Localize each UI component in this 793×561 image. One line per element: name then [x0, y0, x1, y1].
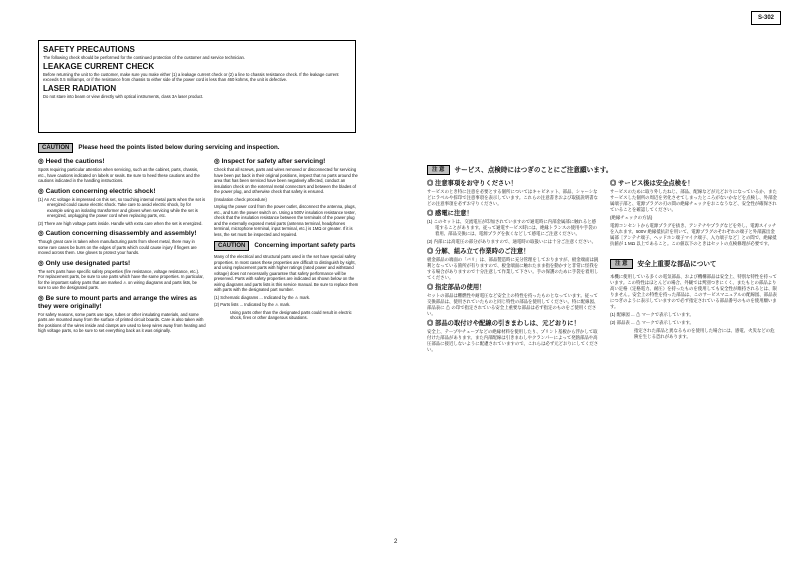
japanese-caution-header-text: サービス、点検時にはつぎのことにご注意願います。	[454, 166, 613, 174]
important-parts-text: Many of the electrical and structural parts used in the set have special safety properties. In most cases these properties are difficult to distinguish by sight, and using replacement parts with higher ratings (rated power and withstand voltage) does not necessarily guarantee that safety performance will be preserved. Parts with safety properties are indicated as shown below on the wiring diagrams and parts lists is this service manual. Be sure to replace them with parts with the designated part number.	[214, 254, 359, 292]
jp-schematic-marking-item: (1) 配線図 ... ⚠ マークで表示しています。	[610, 311, 694, 317]
english-column-left	[38, 154, 206, 336]
electric-shock-item-2: (2) There are high voltage parts inside. Handle with extra care when the set is energized.	[38, 220, 203, 226]
laser-radiation-heading: LASER RADIATION	[43, 83, 117, 93]
parts-warning-note: Using parts other than the designated parts could result in electric shock, fires or other dangerous situations.	[230, 309, 352, 320]
jp-parts-list-marking-item: (2) 部品表 ... ⚠ マークで表示しています。	[610, 319, 694, 325]
jp-insulation-check-text: 電源コンセントから電源プラグを抜き、アンテナやプラグなどを外し、電源スイッチを入れます。500V 絶縁抵抗計を用いて、電源プラグのそれぞれの端子と外部露出金属部［アンテナ端子、ヘッドホン端子マイク端子、入力端子など］との間で、絶縁抵抗値が 1 MΩ 以上であること。この値以下のときはセットの点検修理が必要です。	[610, 223, 777, 246]
safety-precautions-text: The following check should be performed for the continued protection of the customer and service technician.	[43, 55, 246, 60]
japanese-column-left	[427, 177, 599, 355]
insulation-check-label: (Insulation check procedure)	[214, 196, 267, 202]
disassembly-heading: ◎ Caution concerning disassembly and assembly!	[38, 230, 197, 237]
jp-keep-cautions-heading: ◎ 注意事項をお守りください！	[427, 180, 517, 187]
designated-parts-text: The set's parts have specific safety properties (fire resistance, voltage resistance, etc.). For replacement parts, be sure to use parts which have the same properties. In particular, for the important safety parts that are marked ⚠ on wiring diagrams and parts lists, be sure to use the designated parts.	[38, 268, 204, 290]
designated-parts-heading: ◎ Only use designated parts!	[38, 259, 131, 267]
jp-inspect-safety-heading: ◎ サービス後は安全点検を！	[610, 180, 694, 187]
jp-important-parts-tag: 注 意	[610, 259, 633, 269]
jp-mount-parts-text: 安全上、テープやチューブなどの絶縁材料を使用したり、プリント基板から浮かして取付けた部品があります。また内部配線は引きまわしやクランパーによって発熱部品や高圧部品に接近しないように配慮されていますので、これらは必ず元どおりにしてください。	[427, 329, 599, 352]
inspect-safety-heading: ◎ Inspect for safety after servicing!	[214, 158, 326, 165]
japanese-caution-header	[427, 165, 767, 176]
jp-important-parts-title: 安全上重要な部品について	[637, 260, 717, 268]
important-parts-caution-tag: CAUTION	[214, 241, 249, 251]
jp-designated-parts-text: セットの部品は難燃性や耐電圧など安全上の特性を持ったものとなっています。従って交換部品は、使用されていたものと同じ特性の部品を使用してください。特に配線図、部品表に ⚠ の印で指定されている安全上重要な部品は必ず指定のものをご使用ください。	[427, 293, 599, 316]
jp-inspect-safety-text: サービスのために取り外したねじ、部品、配線などが元どおりになっているか、またサービスした個所の周辺を劣化させてしまったところがないかなどを点検し、外部金属端子部と、電源プラグの刃の間の絶縁チェックをおこなうなど、安全性が確保されていることを確認してください。	[610, 189, 777, 212]
jp-important-parts-text: 本機に使用している多くの電気部品、および機構部品は安全上、特別な特性を持っています。この特性はほとんどの場合、外観では判別つきにくく、またもとの部品より高い定格（定格電力、耐圧）を持ったものを使用しても安全性が維持されるとは、限りません。安全上の特性を持った部品は、このサービスマニュアルの配線図、部品表につぎのように表示していますので必ず指定されている部品番号のものを使用願います。	[610, 273, 777, 309]
mount-parts-text: For safety reasons, some parts use tape, tubes or other insulating materials, and some parts are mounted away from the surface of printed circuit boards. Care is also taken with the positions of the wires inside and clamps are used to keep wires away from heating and high voltage parts, so be sure to set everything back as it was originally.	[38, 311, 206, 333]
important-parts-title: Concerning important safety parts	[254, 242, 356, 249]
parts-list-marking-item: (2) Parts lists ... Indicated by the ⚠ mark.	[214, 302, 291, 307]
laser-radiation-text: Do not stare into beam or view directly with optical instruments, class 3A laser product.	[43, 93, 204, 99]
electric-shock-item-1: (1) An AC voltage is impressed on this set, so touching internal metal parts when the set is energized could cause electric shock. Take care to avoid electric shock, by for example using an isolating transformer and gloves when servicing while the set is energized, unplugging the power cord when replacing parts, etc.	[38, 196, 206, 218]
safety-precautions-heading: SAFETY PRECAUTIONS	[43, 45, 135, 54]
jp-electric-shock-heading: ◎ 感電に注意！	[427, 210, 473, 217]
japanese-column-right	[610, 177, 778, 342]
jp-insulation-check-label: (絶縁チェックの方法)	[610, 215, 653, 220]
jp-disassembly-heading: ◎ 分解、組み立て作業時のご注意！	[427, 248, 530, 255]
jp-electric-shock-item-1: (1) このセットは、交流電圧が印加されていますので通電時に内部金属部に触れると感電することがあります。従って通電サービス時には、絶縁トランスの使用や手袋の着用、部品交換には、電源プラグを抜くなどして感電にご注意ください。	[427, 219, 597, 236]
english-column-right	[214, 154, 362, 323]
jp-disassembly-text: 板金部品の端面の「バリ」は、部品製造時に充分管理をしておりますが、板金端面は鋭利となっている箇所が有りますので、板金端面に触れたまま指を動かすと非常に怪我をする場合がありますので十分注意して作業して下さい。手の保護のために手袋を着用してください。	[427, 257, 599, 280]
safety-precautions-box	[38, 40, 356, 133]
disassembly-text: Though great care is taken when manufacturing parts from sheet metal, there may in some rare cases be burrs on the edges of parts which could cause injury if fingers are moved across them. Use gloves to protect your hands.	[38, 239, 197, 255]
page-code: S-302	[751, 11, 781, 25]
heed-cautions-text: Spots requiring particular attention when servicing, such as the cabinet, parts, chassis, etc., have cautions indicated on labels or seals. Be sure to heed these cautions and the cautions indicated in the handling instructions.	[38, 167, 200, 183]
caution-bar-text: Please heed the points listed below during servicing and inspection.	[78, 144, 280, 151]
electric-shock-heading: ◎ Caution concerning electric shock!	[38, 187, 156, 195]
jp-mount-parts-heading: ◎ 部品の取付けや配線の引きまわしは、元どおりに！	[427, 320, 580, 327]
leakage-current-heading: LEAKAGE CURRENT CHECK	[43, 61, 155, 71]
mount-parts-heading: ◎ Be sure to mount parts and arrange the wires as they were originally!	[38, 294, 197, 310]
insulation-check-text: Unplug the power cord from the power outlet, disconnect the antenna, plugs, etc., and turn the power switch on. Using a 500V insulation resistance tester, check that the insulation resistance between the terminals of the power plug and the externally exposed metal parts (antenna terminal, headphones terminal, microphone terminal, input terminal, etc.) is 1MΩ or greater. If it is less, the set must be inspected and repaired.	[214, 204, 356, 237]
page-number: 2	[394, 539, 398, 545]
jp-keep-cautions-text: サービスのとき特に注意を必要とする個所についてはキャビネット、部品、シャーシなどにラベルや捺印で注意事項を表示しています。これらの注意書きおよび取扱説明書などの注意事項を必ずお守りください。	[427, 189, 598, 206]
jp-electric-shock-item-2: (2) 内部には高電圧の部分がありますので、通電時の取扱いには十分ご注意ください。	[427, 239, 596, 244]
caution-tag: CAUTION	[38, 143, 73, 153]
jp-parts-warning-note: 指定された部品と異なるものを使用した場合には、感電、火災などの危険を生じる恐れがあります。	[634, 327, 775, 339]
inspect-safety-text: Check that all screws, parts and wires removed or disconnected for servicing have been put back in their original positions, inspect that no parts around the area that has been serviced have been negatively affected, conduct an insulation check on the external metal connectors and between the blades of the power plug, and otherwise check that safety is ensured.	[214, 167, 358, 194]
japanese-caution-tag: 注 意	[427, 165, 450, 175]
schematic-marking-item: (1) Schematic diagrams ... Indicated by the ⚠ mark.	[214, 294, 311, 300]
caution-bar	[38, 143, 368, 153]
leakage-current-text: Before returning the unit to the customer, make sure you make either (1) a leakage current check or (2) a line to chassis resistance check. If the leakage current exceeds 0.5 milliamps, or if the resistance from chassis to either side of the power cord is less than 460 kohms, the unit is defective.	[43, 71, 339, 83]
heed-cautions-heading: ◎ Heed the cautions!	[38, 158, 105, 165]
jp-important-parts-row	[610, 259, 778, 270]
jp-designated-parts-heading: ◎ 指定部品の使用！	[427, 284, 486, 291]
important-parts-caution-row	[214, 241, 362, 251]
